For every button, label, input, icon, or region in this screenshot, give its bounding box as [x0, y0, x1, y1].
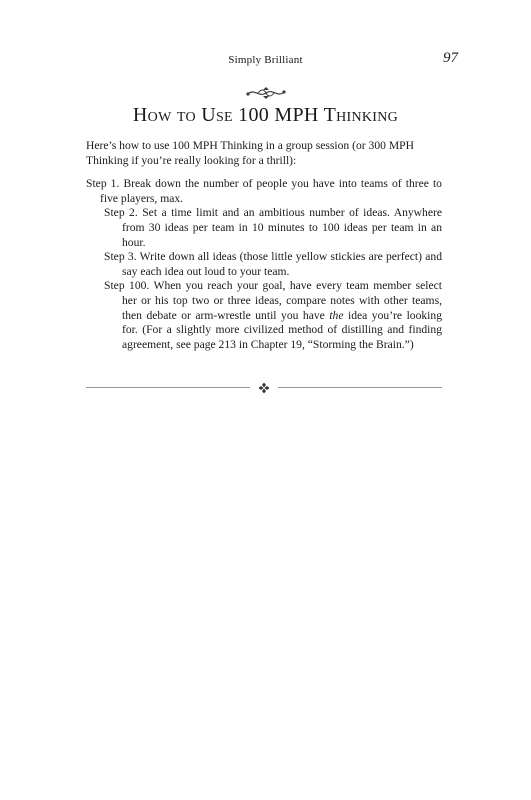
step-item	[86, 250, 442, 279]
section-body	[86, 139, 442, 352]
intro-paragraph: Here’s how to use 100 MPH Thinking in a group session (or 300 MPH Thinking if you’re really looking for a thrill):	[86, 139, 414, 167]
step-text: Set a time limit and an ambitious number of ideas. Anywhere from 30 ideas per team in 10 minutes to 100 ideas per team in an hour.	[122, 206, 442, 249]
step-item	[86, 177, 442, 206]
section-divider	[86, 381, 442, 393]
step-text: When you reach your goal, have every team member select her or his top two or three ideas, compare notes with other teams, then debate or arm-wrestle until you have	[122, 279, 442, 322]
step-label: Step 100.	[104, 279, 150, 293]
step-text: idea you’re looking for. (For a slightly more civilized method of distilling and finding agreement, see page 213 in Chapter 19, “Storming the Brain.”)	[122, 308, 442, 351]
running-head: Simply Brilliant	[228, 54, 303, 66]
section-title: How to Use 100 MPH Thinking	[132, 104, 399, 126]
page-number: 97	[443, 50, 458, 66]
step-item	[86, 279, 442, 352]
step-label: Step 2.	[104, 206, 138, 220]
divider-line-right	[278, 387, 442, 388]
step-label: Step 1.	[86, 177, 120, 191]
step-label: Step 3.	[104, 250, 137, 264]
step-text: Write down all ideas (those little yellow stickies are perfect) and say each idea out loud to your team.	[122, 250, 442, 278]
fleuron-ornament-icon	[0, 86, 531, 100]
diamond-divider-icon	[258, 381, 270, 393]
step-item	[86, 206, 442, 250]
step-text-emphasis: the	[329, 308, 344, 322]
divider-line-left	[86, 387, 250, 388]
step-text: Break down the number of people you have into teams of three to five players, max.	[100, 177, 442, 205]
